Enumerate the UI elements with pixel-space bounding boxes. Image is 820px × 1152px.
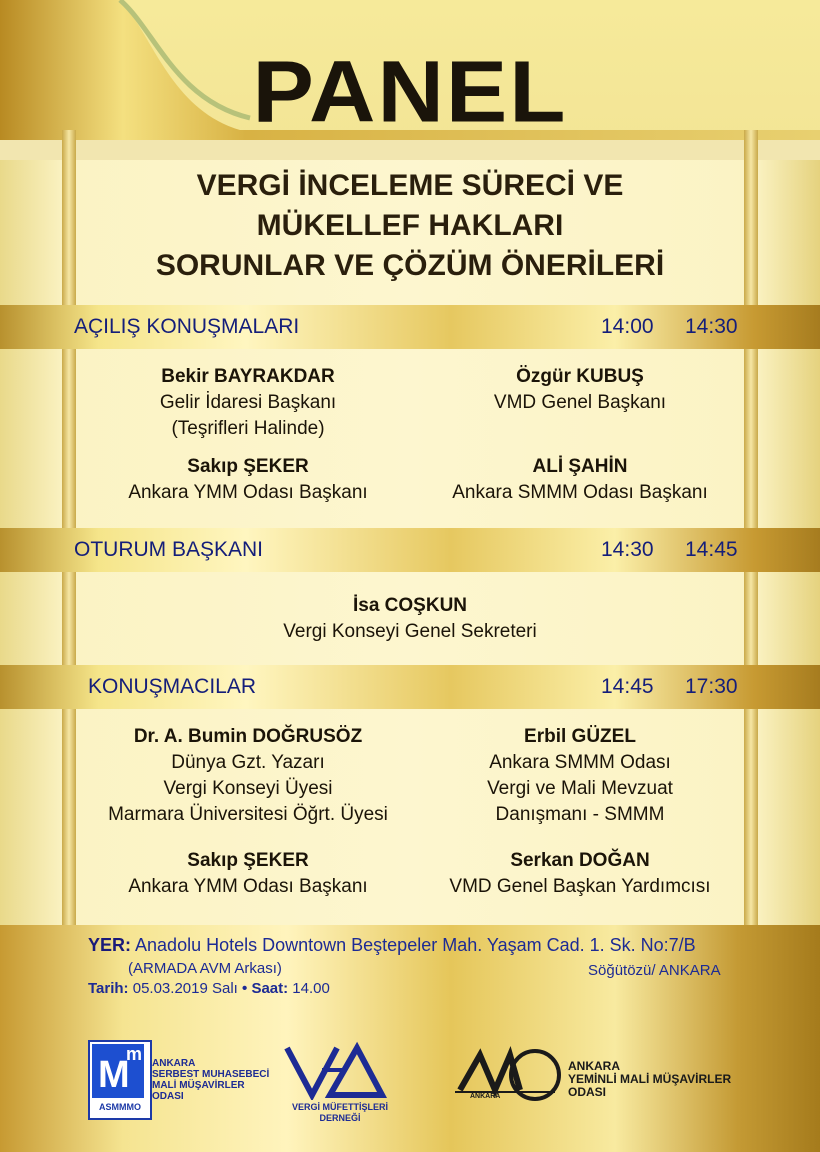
logo-letter: M bbox=[98, 1054, 130, 1096]
venue-line bbox=[88, 935, 696, 956]
chair-card bbox=[200, 593, 620, 645]
speaker-name: ALİ ŞAHİN bbox=[532, 456, 628, 477]
org-name-line: ODASI bbox=[568, 1085, 607, 1099]
ymm-name bbox=[568, 1060, 731, 1099]
speaker-card bbox=[420, 454, 740, 506]
session-end-time: 14:45 bbox=[685, 538, 738, 561]
asmmmo-logo bbox=[88, 1040, 152, 1120]
speaker-card bbox=[88, 454, 408, 506]
speaker-role: Marmara Üniversitesi Öğrt. Üyesi bbox=[108, 804, 388, 825]
org-name-line: DERNEĞİ bbox=[319, 1113, 361, 1123]
speaker-role: Ankara YMM Odası Başkanı bbox=[128, 482, 368, 503]
session-band-chair bbox=[0, 528, 820, 572]
vmd-name bbox=[282, 1102, 398, 1124]
speaker-name: Serkan DOĞAN bbox=[510, 850, 650, 871]
venue-city: Söğütözü/ ANKARA bbox=[588, 962, 721, 979]
speaker-role: VMD Genel Başkanı bbox=[493, 392, 667, 413]
org-name-line: VERGİ MÜFETTİŞLERİ bbox=[291, 1102, 388, 1112]
subtitle-line-2: MÜKELLEF HAKLARI bbox=[256, 209, 564, 242]
session-label: OTURUM BAŞKANI bbox=[74, 538, 264, 561]
speaker-role: Ankara YMM Odası Başkanı bbox=[128, 876, 368, 897]
speaker-name: Sakıp ŞEKER bbox=[187, 456, 309, 477]
subtitle-line-1: VERGİ İNCELEME SÜRECİ VE bbox=[196, 169, 624, 202]
session-end-time: 14:30 bbox=[685, 315, 738, 338]
event-subtitle bbox=[0, 166, 820, 286]
session-band-speakers bbox=[0, 665, 820, 709]
speaker-role: Ankara SMMM Odası bbox=[489, 752, 671, 773]
speaker-name: Erbil GÜZEL bbox=[524, 726, 636, 747]
session-end-time: 17:30 bbox=[685, 675, 738, 698]
subtitle-line-3: SORUNLAR VE ÇÖZÜM ÖNERİLERİ bbox=[155, 249, 665, 282]
logo-abbr: ASMMMO bbox=[99, 1102, 141, 1112]
org-name-line: SERBEST MUHASEBECİ bbox=[152, 1069, 270, 1080]
venue-label: YER: bbox=[88, 935, 132, 955]
speaker-name: Bekir BAYRAKDAR bbox=[161, 366, 335, 387]
org-name-line: ODASI bbox=[152, 1091, 184, 1102]
venue-address: Anadolu Hotels Downtown Beştepeler Mah. Yaşam Cad. 1. Sk. No:7/B bbox=[135, 935, 696, 955]
speaker-role: Danışmanı - SMMM bbox=[495, 804, 665, 825]
org-name-line: MALİ MÜŞAVİRLER bbox=[152, 1080, 245, 1091]
speaker-card bbox=[420, 848, 740, 900]
speaker-name: Özgür KUBUŞ bbox=[516, 366, 644, 387]
session-label: AÇILIŞ KONUŞMALARI bbox=[74, 315, 300, 338]
speaker-role: VMD Genel Başkan Yardımcısı bbox=[449, 876, 711, 897]
event-date: 05.03.2019 Salı bbox=[132, 980, 238, 997]
session-start-time: 14:45 bbox=[601, 675, 654, 698]
session-band-opening bbox=[0, 305, 820, 349]
speaker-role: Ankara SMMM Odası Başkanı bbox=[452, 482, 708, 503]
event-time: 14.00 bbox=[292, 980, 330, 997]
session-start-time: 14:00 bbox=[601, 315, 654, 338]
chair-role: Vergi Konseyi Genel Sekreteri bbox=[283, 621, 537, 642]
org-name-line: YEMİNLİ MALİ MÜŞAVİRLER bbox=[568, 1072, 732, 1086]
date-time-line bbox=[88, 980, 330, 997]
speaker-card bbox=[440, 724, 720, 828]
page-title: PANEL bbox=[252, 43, 568, 141]
venue-note: (ARMADA AVM Arkası) bbox=[128, 960, 282, 977]
chair-name: İsa COŞKUN bbox=[352, 595, 468, 616]
speaker-role: Gelir İdaresi Başkanı bbox=[159, 392, 337, 413]
org-name-line: ANKARA bbox=[152, 1058, 196, 1069]
speaker-name: Dr. A. Bumin DOĞRUSÖZ bbox=[133, 726, 363, 747]
speaker-card bbox=[98, 848, 398, 900]
date-label: Tarih: bbox=[88, 980, 129, 997]
asmmmo-name bbox=[152, 1058, 269, 1102]
speaker-card bbox=[108, 364, 388, 442]
speaker-card bbox=[78, 724, 418, 828]
session-label: KONUŞMACILAR bbox=[88, 675, 257, 698]
speaker-role: (Teşrifleri Halinde) bbox=[171, 418, 325, 439]
vmd-logo-icon bbox=[282, 1040, 392, 1100]
session-start-time: 14:30 bbox=[601, 538, 654, 561]
logo-superscript: m bbox=[126, 1044, 143, 1064]
speaker-role: Dünya Gzt. Yazarı bbox=[171, 752, 325, 773]
speaker-card bbox=[440, 364, 720, 416]
logo-mark-box bbox=[92, 1044, 144, 1098]
org-name-line: ANKARA bbox=[568, 1059, 620, 1073]
ymm-logo-small-text: ANKARA bbox=[470, 1093, 501, 1100]
separator-bullet: • bbox=[242, 980, 248, 997]
time-label: Saat: bbox=[251, 980, 289, 997]
speaker-role: Vergi Konseyi Üyesi bbox=[163, 778, 333, 799]
speaker-name: Sakıp ŞEKER bbox=[187, 850, 309, 871]
speaker-role: Vergi ve Mali Mevzuat bbox=[487, 778, 673, 799]
